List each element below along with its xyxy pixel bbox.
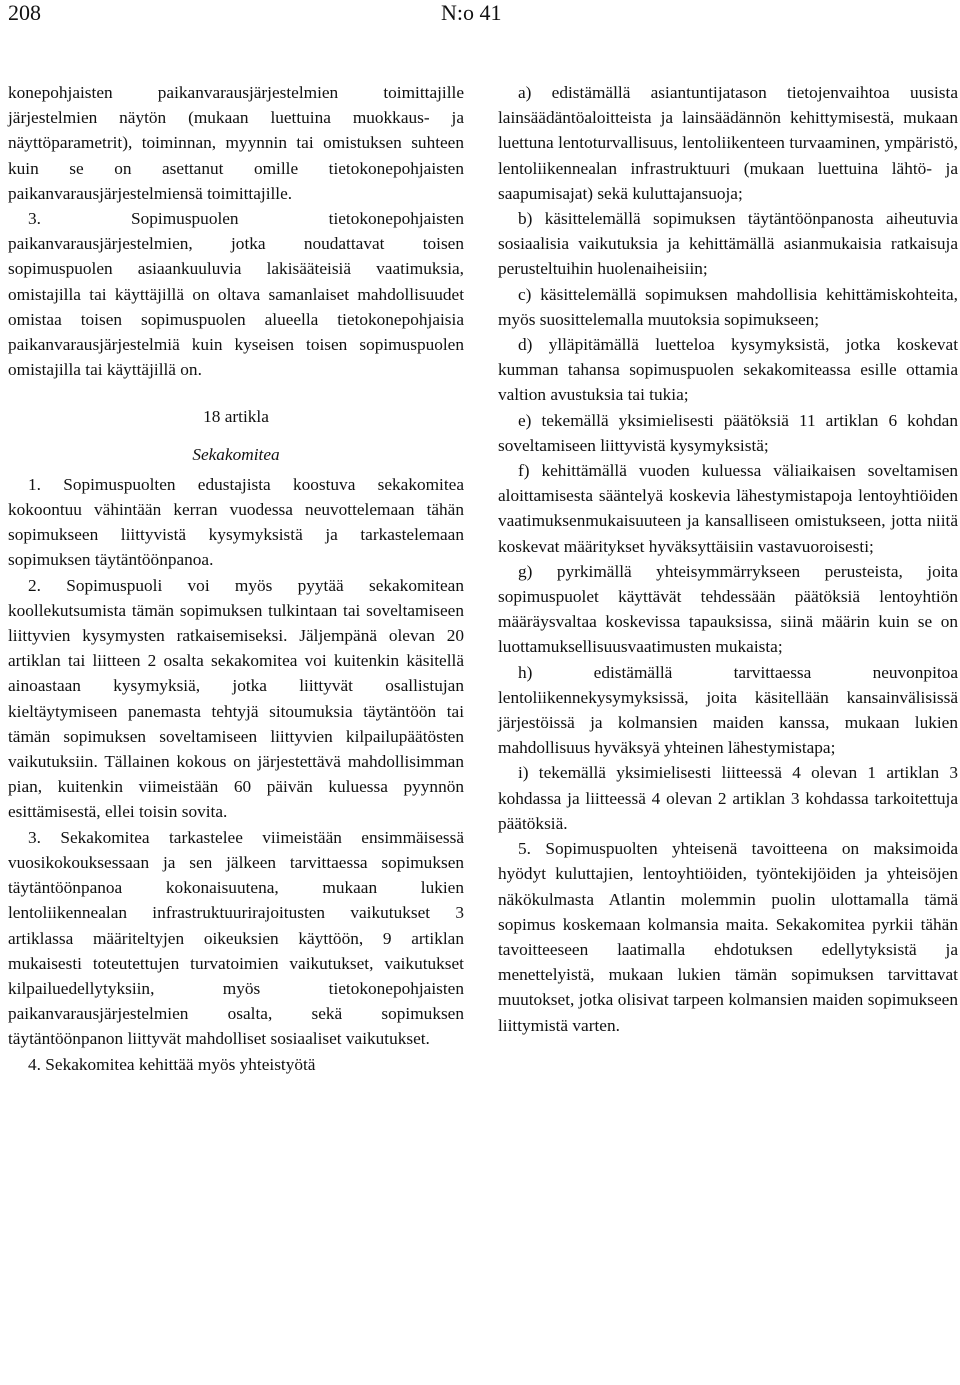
article-paragraph-1: 1. Sopimuspuolten edustajista koostuva sekakomitea kokoontuu vähintään kerran vuodessa neuvottelemaan tähän sopimukseen liittyvistä kysymyksistä ja tarkastelemaan sopimuksen täytäntöönpanoa. (8, 474, 464, 570)
article-paragraph-3: 3. Sekakomitea tarkastelee viimeistään ensimmäisessä vuosikokouksessaan ja sen jälkeen tarvittaessa sopimuksen täytäntöönpanoa kokonaisuutena, mukaan lukien lentoliikennealan infrastruktuurirajoitusten vaikutukset 3 artiklassa määriteltyjen oikeuksien käyttöön, 9 artiklan mukaisesti toteutettujen turvatoimien vaikutukset, vaikutukset kilpailuedellytyksiin, myös tietokonepohjaisten paikanvarausjärjestelmien osalta, sekä sopimuksen täytäntöönpanon liittyvät mahdolliset sosiaaliset vaikutukset. (8, 827, 464, 1049)
page-number: 208 (8, 0, 41, 25)
issue-number: N:o 41 (441, 0, 502, 25)
article-paragraph-4: 4. Sekakomitea kehittää myös yhteistyötä (28, 1054, 316, 1074)
article-paragraph-5: 5. Sopimuspuolten yhteisenä tavoitteena on maksimoida hyödyt kuluttajien, lentoyhtiöiden, työntekijöiden ja yhteisöjen näkökulmasta Atlantin molemmin puolin ulottamalla tämä sopimus koskemaan kolmansia maita. Sekakomitea pyrkii tähän tavoitteeseen laatimalla ehdotuksen edellytyksistä ja menettelyistä, mukaan lukien tämän sopimuksen tarvittavat muutokset, jotka olisivat tarpeen kolmansien maiden sopimukseen liittymistä varten. (498, 839, 958, 1035)
list-item-a: a) edistämällä asiantuntijatason tietojenvaihtoa uusista lainsäädäntöaloitteista ja lainsäädännön kehittymisestä, mukaan luettuna lentoturvallisuus, lentoliikenteen turvaaminen, ympäristö, lentoliikennealan infrastruktuuri (mukaan luettuina lähtö- ja saapumisajat) sekä kuluttajansuoja; (498, 83, 958, 203)
list-item-g: g) pyrkimällä yhteisymmärrykseen perusteista, joita sopimuspuolet käyttävät tehdessään päätöksiä lentoyhtiön määräysvaltaa koskevissa tapauksissa, siinä määrin kuin se on luottamuksellisuusvaatimusten mukaista; (498, 561, 958, 657)
list-item-e: e) tekemällä yksimielisesti päätöksiä 11 artiklan 6 kohdan soveltamiseen liittyvistä kysymyksistä; (498, 410, 958, 455)
list-item-d: d) ylläpitämällä luetteloa kysymyksistä, jotka koskevat kumman tahansa sopimuspuolen sekakomiteassa esille ottamia valtion avustuksia tai tukia; (498, 335, 958, 405)
page-header (0, 0, 960, 40)
list-item-h: h) edistämällä tarvittaessa neuvonpitoa lentoliikennekysymyksissä, joita käsitellään kansainvälisissä järjestöissä ja kolmansien maiden kanssa, mukaan lukien mahdollisuus hyväksyä yhteinen lähestymistapa; (498, 662, 958, 758)
left-column (8, 80, 464, 1077)
article-title: 18 artikla (203, 407, 269, 427)
right-column (498, 80, 958, 1038)
list-item-b: b) käsittelemällä sopimuksen täytäntöönpanosta aiheutuvia sosiaalisia vaikutuksia ja kehittämällä asianmukaisia ratkaisuja perusteltuihin huolenaiheisiin; (498, 209, 958, 279)
paragraph-3: 3. Sopimuspuolen tietokonepohjaisten paikanvarausjärjestelmien, jotka noudattavat toisen sopimuspuolen asiaankuuluvia lakisääteisiä vaatimuksia, omistajilla tai käyttäjillä on oltava samanlaiset mahdollisuudet omistaa toisen sopimuspuolen alueella tietokonepohjaisia paikanvarausjärjestelmiä kuin kyseisen toisen sopimuspuolen omistajilla tai käyttäjillä on. (8, 209, 464, 380)
paragraph-continuation: konepohjaisten paikanvarausjärjestelmien toimittajille järjestelmien näytön (mukaan luettuina muokkaus- ja näyttöparametrit), toiminnan, myynnin tai omistuksen suhteen kuin se on asettanut omille tietokonepohjaisten paikanvarausjärjestelmiensä toimittajille. (8, 83, 464, 203)
list-item-f: f) kehittämällä vuoden kuluessa väliaikaisen soveltamisen aloittamisesta sääntelyä koskevia lähestymistapoja lentoyhtiöiden vaatimuksenmukaisuuteen ja kansalliseen omistukseen, jotta niitä koskevat määritykset hyväksyttäisiin vastavuoroisesti; (498, 461, 958, 556)
article-paragraph-2: 2. Sopimuspuoli voi myös pyytää sekakomitean koollekutsumista tämän sopimuksen tulkintaan tai soveltamiseen liittyvien kysymysten ratkaisemiseksi. Jäljempänä olevan 20 artiklan tai liitteen 2 osalta sekakomitea voi kuitenkin käsitellä ainoastaan kysymyksiä, jotka liittyvät osallistujan kieltäytymiseen panemasta tehtyjä sitoumuksia täytäntöön tai tämän sopimuksen soveltamiseen liittyvien kilpailupäätösten vaikutuksiin. Tällainen kokous on järjestettävä mahdollisimman pian, kuitenkin viimeistään 60 päivän kuluessa pyynnön esittämisestä, ellei toisin sovita. (8, 575, 464, 822)
article-name: Sekakomitea (192, 444, 280, 464)
list-item-c: c) käsittelemällä sopimuksen mahdollisia kehittämiskohteita, myös suosittelemalla muutoksia sopimukseen; (498, 284, 958, 329)
list-item-i: i) tekemällä yksimielisesti liitteessä 4 olevan 1 artiklan 3 kohdassa ja liitteessä 4 olevan 2 artiklan 3 kohdassa tarkoitettuja päätöksiä. (498, 763, 958, 833)
